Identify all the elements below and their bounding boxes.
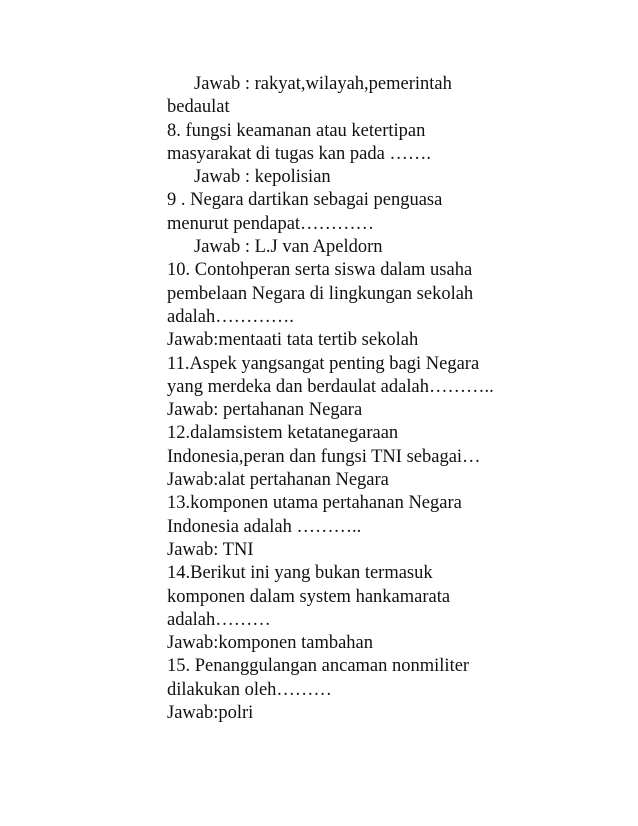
- document-line: Jawab : rakyat,wilayah,pemerintah: [194, 74, 452, 94]
- document-line: 11.Aspek yangsangat penting bagi Negara: [167, 353, 480, 374]
- document-line: 10. Contohperan serta siswa dalam usaha: [167, 260, 473, 281]
- document-line: 8. fungsi keamanan atau ketertipan: [167, 120, 426, 141]
- document-line: adalah………: [167, 609, 271, 630]
- document-line: Jawab: TNI: [167, 539, 254, 560]
- document-line: Indonesia adalah ………..: [167, 516, 362, 537]
- document-line: 13.komponen utama pertahanan Negara: [167, 493, 462, 514]
- document-line: Jawab : kepolisian: [194, 167, 331, 188]
- document-line: dilakukan oleh………: [167, 679, 332, 700]
- document-line: 12.dalamsistem ketatanegaraan: [167, 423, 399, 444]
- document-line: Jawab:polri: [167, 703, 254, 724]
- document-line: adalah………….: [167, 306, 294, 327]
- document-line: menurut pendapat…………: [167, 213, 375, 234]
- document-line: bedaulat: [167, 97, 230, 118]
- document-line: 15. Penanggulangan ancaman nonmiliter: [167, 656, 470, 677]
- document-line: yang merdeka dan berdaulat adalah………..: [167, 376, 494, 397]
- document-body-text: [167, 73, 587, 725]
- document-line: masyarakat di tugas kan pada …….: [167, 143, 432, 164]
- document-line: Jawab:alat pertahanan Negara: [167, 470, 389, 491]
- document-line: komponen dalam system hankamarata: [167, 586, 451, 607]
- document-line: pembelaan Negara di lingkungan sekolah: [167, 283, 474, 304]
- document-line: Jawab: pertahanan Negara: [167, 400, 363, 421]
- document-line: Jawab:mentaati tata tertib sekolah: [167, 330, 419, 351]
- document-line: Indonesia,peran dan fungsi TNI sebagai…: [167, 446, 481, 467]
- document-line: Jawab : L.J van Apeldorn: [194, 237, 383, 258]
- document-line: 14.Berikut ini yang bukan termasuk: [167, 563, 433, 584]
- document-line: Jawab:komponen tambahan: [167, 633, 374, 654]
- document-line: 9 . Negara dartikan sebagai penguasa: [167, 190, 443, 211]
